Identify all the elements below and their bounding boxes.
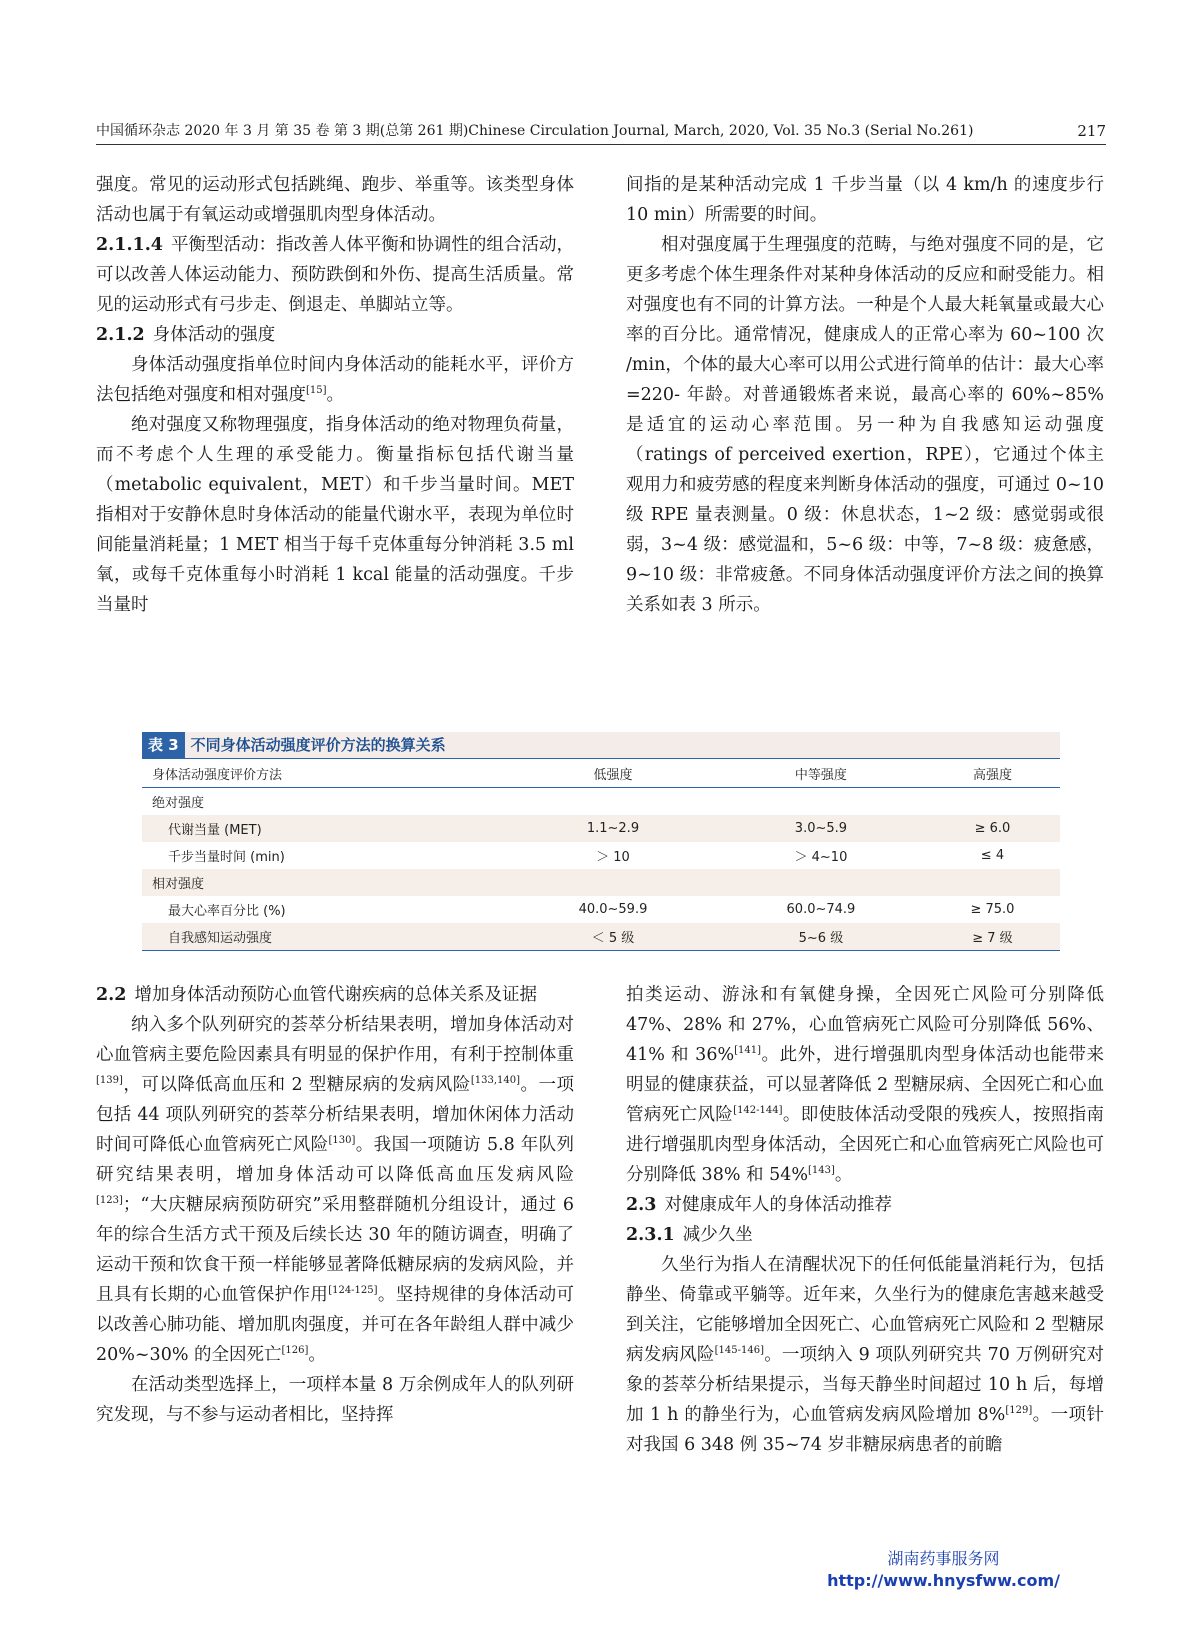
citation-ref[interactable]: [145-146] <box>714 1345 764 1357</box>
paragraph-text: 纳入多个队列研究的荟萃分析结果表明，增加身体活动对心血管病主要危险因素具有明显的保护作用，有利于控制体重 <box>96 1015 574 1065</box>
column-right-top <box>626 170 1104 620</box>
paragraph: 在活动类型选择上，一项样本量 8 万余例成年人的队列研究发现，与不参与运动者相比，坚持挥 <box>96 1375 574 1425</box>
citation-ref[interactable]: [142-144] <box>733 1105 783 1117</box>
row-label: 最大心率百分比 (%) <box>168 904 286 919</box>
citation-ref[interactable]: [124-125] <box>328 1285 378 1297</box>
citation-ref[interactable]: [129] <box>1005 1405 1033 1417</box>
section-title: 身体活动的强度 <box>152 325 276 345</box>
section-heading-2-1-2 <box>96 320 574 350</box>
section-number: 2.3 <box>626 1195 657 1215</box>
table-row <box>142 815 1060 842</box>
citation-ref[interactable]: [133,140] <box>470 1075 520 1087</box>
table-cell: ≥ 75.0 <box>970 902 1015 917</box>
column-header: 中等强度 <box>794 767 847 783</box>
punctuation: 。 <box>834 1165 853 1185</box>
paragraph-text: 。一项包括 44 项队列研究的荟萃分析结果表明，增加休闲体力活动时间可降低心血管病死亡风险 <box>96 1075 575 1155</box>
section-title: 增加身体活动预防心血管代谢疾病的总体关系及证据 <box>134 985 537 1005</box>
paragraph: 相对强度属于生理强度的范畴，与绝对强度不同的是，它更多考虑个体生理条件对某种身体活动的反应和耐受能力。相对强度也有不同的计算方法。一种是个人最大耗氧量或最大心率的百分比。通常情况，健康成人的正常心率为 60~100 次 /min，个体的最大心率可以用公式进行简单的估计：最大心率 =220- 年龄。对普通锻炼者来说，最高心率的 60%~85% 是适宜的运动心率范围。另一种为自我感知运动强度（ratings of perceived exertion，RPE），它通过个体主观用力和疲劳感的程度来判断身体活动的强度，可通过 0~10 级 RPE 量表测量。0 级：休息状态，1~2 级：感觉弱或很弱，3~4 级：感觉温和，5~6 级：中等，7~8 级：疲惫感，9~10 级：非常疲惫。不同身体活动强度评价方法之间的换算关系如表 3 所示。 <box>626 235 1104 615</box>
table-cell: 3.0~5.9 <box>717 815 925 842</box>
section-title: 对健康成年人的身体活动推荐 <box>664 1195 892 1215</box>
punctuation: 。 <box>308 1345 326 1365</box>
paragraph-text: 。一项纳入 9 项队列研究共 70 万例研究对象的荟萃分析结果提示，当每天静坐时间超过 10 h 后，每增加 1 h 的静坐行为，心血管病发病风险增加 8% <box>626 1345 1105 1425</box>
section-heading-2-2 <box>96 980 574 1010</box>
table-3 <box>142 732 1060 951</box>
data-table <box>142 758 1060 951</box>
section-heading-2-3 <box>626 1190 1104 1220</box>
citation-ref[interactable]: [126] <box>281 1345 309 1357</box>
citation-ref[interactable]: [130] <box>328 1135 356 1147</box>
table-category-row <box>142 788 1060 816</box>
table-cell: ＞ 4~10 <box>794 850 848 865</box>
column-header: 高强度 <box>972 767 1012 783</box>
table-cell: ＜ 5 级 <box>509 923 717 951</box>
citation-ref[interactable]: [139] <box>96 1075 123 1087</box>
paragraph <box>626 1250 1104 1460</box>
paragraph-text: ；“大庆糖尿病预防研究”采用整群随机分组设计，通过 6 年的综合生活方式干预及后续长达 30 年的随访调查，明确了运动干预和饮食干预一样能够显著降低糖尿病的发病风险，并且具有长期的心血管保护作用 <box>96 1195 574 1305</box>
table-row <box>142 923 1060 951</box>
watermark-name: 湖南药事服务网 <box>887 1549 1000 1568</box>
row-label: 代谢当量 (MET) <box>142 815 509 842</box>
section-number: 2.3.1 <box>626 1225 675 1245</box>
paragraph-text: 。坚持规律的身体活动可以改善心肺功能、增加肌肉强度，并可在各年龄组人群中减少 20%~30% 的全因死亡 <box>96 1285 575 1365</box>
category-label: 相对强度 <box>142 869 1060 896</box>
column-left-bottom <box>96 980 574 1430</box>
table-header-row <box>142 759 1060 788</box>
paragraph <box>96 1010 574 1370</box>
section-number: 2.1.1.4 <box>96 235 163 255</box>
table-cell: 60.0~74.9 <box>786 902 856 917</box>
paragraph: 间指的是某种活动完成 1 千步当量（以 4 km/h 的速度步行 10 min）所需要的时间。 <box>626 175 1104 225</box>
paragraph-text: 身体活动强度指单位时间内身体活动的能耗水平，评价方法包括绝对强度和相对强度 <box>96 355 574 405</box>
journal-citation: 中国循环杂志 2020 年 3 月 第 35 卷 第 3 期(总第 261 期)Chinese Circulation Journal, March, 2020, Vol. 35 No.3 (Serial No.261) <box>96 123 974 139</box>
table-cell: ≤ 4 <box>980 848 1005 863</box>
table-cell: ≥ 7 级 <box>925 923 1060 951</box>
table-cell: ＞ 10 <box>596 850 630 865</box>
column-header: 身体活动强度评价方法 <box>152 767 283 783</box>
citation-ref[interactable]: [123] <box>96 1195 123 1207</box>
table-cell: ≥ 6.0 <box>925 815 1060 842</box>
paragraph-text: 。此外，进行增强肌肉型身体活动也能带来明显的健康获益，可以显著降低 2 型糖尿病、全因死亡和心血管病死亡风险 <box>626 1045 1105 1125</box>
citation-ref[interactable]: [143] <box>807 1165 835 1177</box>
citation-ref[interactable]: [15] <box>306 385 327 397</box>
section-2-1-1-4 <box>96 230 574 320</box>
table-row <box>142 896 1060 923</box>
table-caption <box>142 732 1060 758</box>
paragraph <box>96 350 574 410</box>
row-label: 自我感知运动强度 <box>142 923 509 951</box>
citation-ref[interactable]: [141] <box>734 1045 761 1057</box>
table-row <box>142 842 1060 869</box>
category-label: 绝对强度 <box>152 796 205 811</box>
watermark-url[interactable]: http://www.hnysfww.com/ <box>827 1571 1060 1590</box>
page-number: 217 <box>1077 122 1106 140</box>
section-heading-2-3-1 <box>626 1220 1104 1250</box>
table-category-row <box>142 869 1060 896</box>
section-title: 减少久坐 <box>682 1225 753 1245</box>
paragraph: 强度。常见的运动形式包括跳绳、跑步、举重等。该类型身体活动也属于有氧运动或增强肌肉型身体活动。 <box>96 175 574 225</box>
punctuation: 。 <box>326 385 345 405</box>
column-header: 低强度 <box>593 767 633 783</box>
table-title: 不同身体活动强度评价方法的换算关系 <box>190 736 446 754</box>
column-left-top <box>96 170 574 620</box>
paragraph-text: 。一项针对我国 6 348 例 35~74 岁非糖尿病患者的前瞻 <box>626 1405 1105 1455</box>
paragraph: 绝对强度又称物理强度，指身体活动的绝对物理负荷量，而不考虑个人生理的承受能力。衡量指标包括代谢当量（metabolic equivalent，MET）和千步当量时间。MET 指相对于安静休息时身体活动的能量代谢水平，表现为单位时间能量消耗量；1 MET 相当于每千克体重每分钟消耗 3.5 ml 氧，或每千克体重每小时消耗 1 kcal 能量的活动强度。千步当量时 <box>96 415 574 615</box>
paragraph-text: 久坐行为指人在清醒状况下的任何低能量消耗行为，包括静坐、倚靠或平躺等。近年来，久坐行为的健康危害越来越受到关注，它能够增加全因死亡、心血管病死亡风险和 2 型糖尿病发病风险 <box>626 1255 1104 1365</box>
paragraph-text: 平衡型活动：指改善人体平衡和协调性的组合活动，可以改善人体运动能力、预防跌倒和外伤、提高生活质量。常见的运动形式有弓步走、倒退走、单脚站立等。 <box>96 235 574 315</box>
paragraph-text: 。我国一项随访 5.8 年队列研究结果表明，增加身体活动可以降低高血压发病风险 <box>96 1135 574 1185</box>
running-header <box>96 118 1106 145</box>
paragraph-text: 拍类运动、游泳和有氧健身操，全因死亡风险可分别降低 47%、28% 和 27%，心血管病死亡风险可分别降低 56%、41% 和 36% <box>626 985 1104 1065</box>
table-cell: 40.0~59.9 <box>578 902 648 917</box>
section-number: 2.1.2 <box>96 325 145 345</box>
paragraph <box>626 980 1104 1190</box>
paragraph-text: ，可以降低高血压和 2 型糖尿病的发病风险 <box>122 1075 471 1095</box>
site-watermark <box>827 1548 1060 1592</box>
paragraph-text: 。即使肢体活动受限的残疾人，按照指南进行增强肌肉型身体活动，全因死亡和心血管病死亡风险也可分别降低 38% 和 54% <box>626 1105 1105 1185</box>
table-label: 表 3 <box>142 732 185 758</box>
table-cell: 5~6 级 <box>717 923 925 951</box>
section-number: 2.2 <box>96 985 127 1005</box>
row-label: 千步当量时间 (min) <box>168 850 285 865</box>
column-right-bottom <box>626 980 1104 1460</box>
table-cell: 1.1~2.9 <box>509 815 717 842</box>
